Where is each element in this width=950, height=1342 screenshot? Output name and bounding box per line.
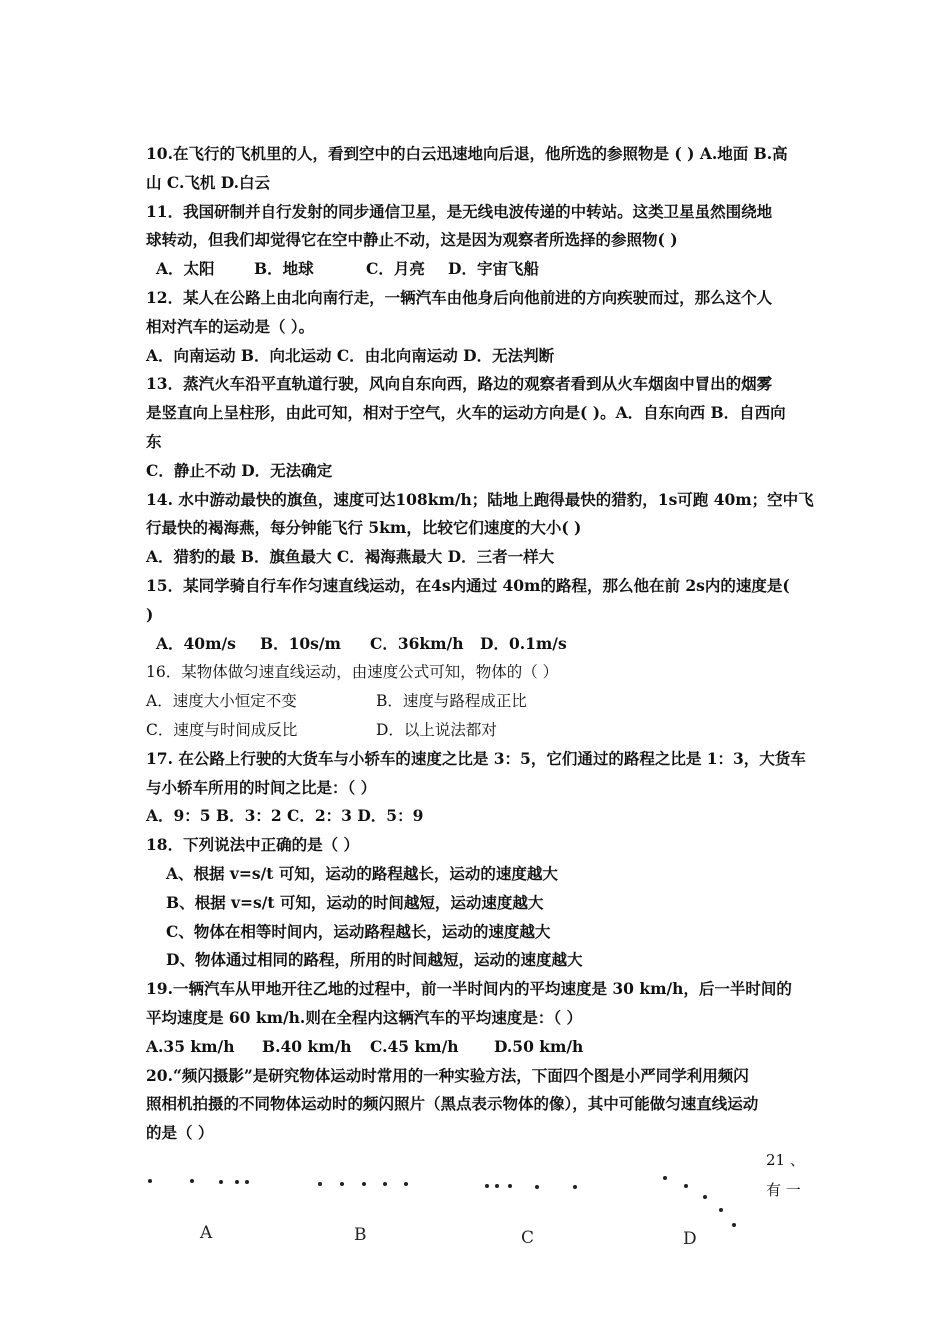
q11-option-d: D．宇宙飞船 [448,259,539,279]
question-sheet [146,140,814,1148]
q21-line2: 有 一 [766,1181,801,1199]
strobe-dot [318,1182,322,1186]
q16-option-b: B．速度与路程成正比 [376,692,527,711]
strobe-dot [684,1184,688,1188]
q13-line4: C．静止不动 D．无法确定 [146,460,333,480]
strobe-dot [219,1180,223,1184]
q13-line1: 13．蒸汽火车沿平直轨道行驶，风向自东向西，路边的观察者看到从火车烟囱中冒出的烟雾 [146,374,773,394]
q13-line2: 是竖直向上呈柱形，由此可知，相对于空气，火车的运动方向是( )。A．自东向西 B．自西向 [146,403,786,423]
strobe-dot [245,1180,249,1184]
q14-options: A．猎豹的最 B．旗鱼最大 C．褐海燕最大 D．三者一样大 [146,547,555,567]
q15-line1: 15．某同学骑自行车作匀速直线运动，在4s内通过 40m的路程，那么他在前 2s内的速度是( [146,575,790,595]
q20-line3: 的是（ ） [146,1123,214,1143]
q12-line2: 相对汽车的运动是（ ）。 [146,316,315,336]
strobe-dot [535,1185,539,1189]
q16-option-d: D．以上说法都对 [376,720,497,739]
q16-option-a: A．速度大小恒定不变 [146,692,297,711]
q15-option-b: B．10s/m [260,633,341,653]
q20-line2: 照相机拍摄的不同物体运动时的频闪照片（黑点表示物体的像），其中可能做匀速直线运动 [146,1094,759,1114]
q19-option-b: B.40 km/h [262,1036,352,1056]
strobe-dot [719,1208,723,1212]
q12-line1: 12．某人在公路上由北向南行走，一辆汽车由他身后向他前进的方向疾驶而过，那么这个人 [146,287,773,307]
q16-options-row2 [146,716,806,745]
q15-option-a: A．40m/s [156,633,236,653]
q11-options [146,255,806,284]
q11-option-a: A．太阳 [156,259,215,279]
q14-line1: 14. 水中游动最快的旗鱼，速度可达108km/h；陆地上跑得最快的猎豹，1s可跑 40m；空中飞 [146,489,814,509]
strobe-dot [495,1184,499,1188]
figure-label-d: D [683,1229,697,1249]
q16-line1: 16．某物体做匀速直线运动，由速度公式可知，物体的（ ） [146,663,559,682]
q13-line3: 东 [146,431,162,451]
q19-option-d: D.50 km/h [494,1036,584,1056]
q18-line1: 18．下列说法中正确的是（ ） [146,835,359,855]
strobe-dot [235,1180,239,1184]
q14-line2: 行最快的褐海燕，每分钟能飞行 5km，比较它们速度的大小( ) [146,518,582,538]
q18-option-c: C、物体在相等时间内，运动路程越长，运动的速度越大 [166,921,551,941]
strobe-dot [362,1182,366,1186]
q11-option-c: C．月亮 [366,259,425,279]
strobe-dot [573,1185,577,1189]
q18-option-b: B、根据 v=s/t 可知，运动的时间越短，运动速度越大 [166,892,544,912]
q15-options [146,630,806,659]
q18-option-a: A、根据 v=s/t 可知，运动的路程越长，运动的速度越大 [166,863,558,883]
q15-line2: ) [146,604,154,624]
q10-line1: 10.在飞行的飞机里的人，看到空中的白云迅速地向后退，他所选的参照物是 ( ) A.地面 B.高 [146,144,788,163]
strobe-dot [485,1184,489,1188]
figure-label-a: A [200,1223,213,1243]
strobe-dot [508,1184,512,1188]
strobe-dot [732,1223,736,1227]
figure-label-b: B [354,1225,367,1245]
q21-line1: 21 、 [766,1151,805,1169]
q16-option-c: C．速度与时间成反比 [146,720,298,739]
strobe-dot [190,1179,194,1183]
strobe-dot [340,1182,344,1186]
strobe-dot [383,1182,387,1186]
q11-option-b: B．地球 [254,259,314,279]
q19-option-c: C.45 km/h [370,1036,459,1056]
q19-option-a: A.35 km/h [146,1036,235,1056]
q16-options-row1 [146,687,806,716]
q11-line1: 11．我国研制并自行发射的同步通信卫星，是无线电波传递的中转站。这类卫星虽然围绕地 [146,201,773,221]
q15-option-c: C．36km/h [370,633,464,653]
q17-line1: 17. 在公路上行驶的大货车与小轿车的速度之比是 3：5，它们通过的路程之比是 1：3，大货车 [146,748,806,768]
q15-option-d: D．0.1m/s [480,633,567,653]
q11-line2: 球转动，但我们却觉得它在空中静止不动，这是因为观察者所选择的参照物( ) [146,230,678,250]
q12-options: A．向南运动 B．向北运动 C．由北向南运动 D．无法判断 [146,345,555,365]
strobe-dot [404,1182,408,1186]
strobe-dot [148,1179,152,1183]
q20-line1: 20.“频闪摄影”是研究物体运动时常用的一种实验方法，下面四个图是小严同学利用频闪 [146,1065,749,1085]
q19-options [146,1033,806,1062]
q18-option-d: D、物体通过相同的路程，所用的时间越短，运动的速度越大 [166,950,583,970]
q19-line2: 平均速度是 60 km/h.则在全程内这辆汽车的平均速度是：（ ） [146,1007,582,1027]
q17-line2: 与小轿车所用的时间之比是：（ ） [146,777,377,797]
strobe-dot [663,1176,667,1180]
figure-label-c: C [521,1228,535,1248]
strobe-dot [703,1195,707,1199]
q10-line2: 山 C.飞机 D.白云 [146,172,271,192]
q19-line1: 19.一辆汽车从甲地开往乙地的过程中，前一半时间内的平均速度是 30 km/h，后一半时间的 [146,979,792,999]
q17-options: A．9：5 B．3：2 C．2：3 D．5：9 [146,806,424,826]
